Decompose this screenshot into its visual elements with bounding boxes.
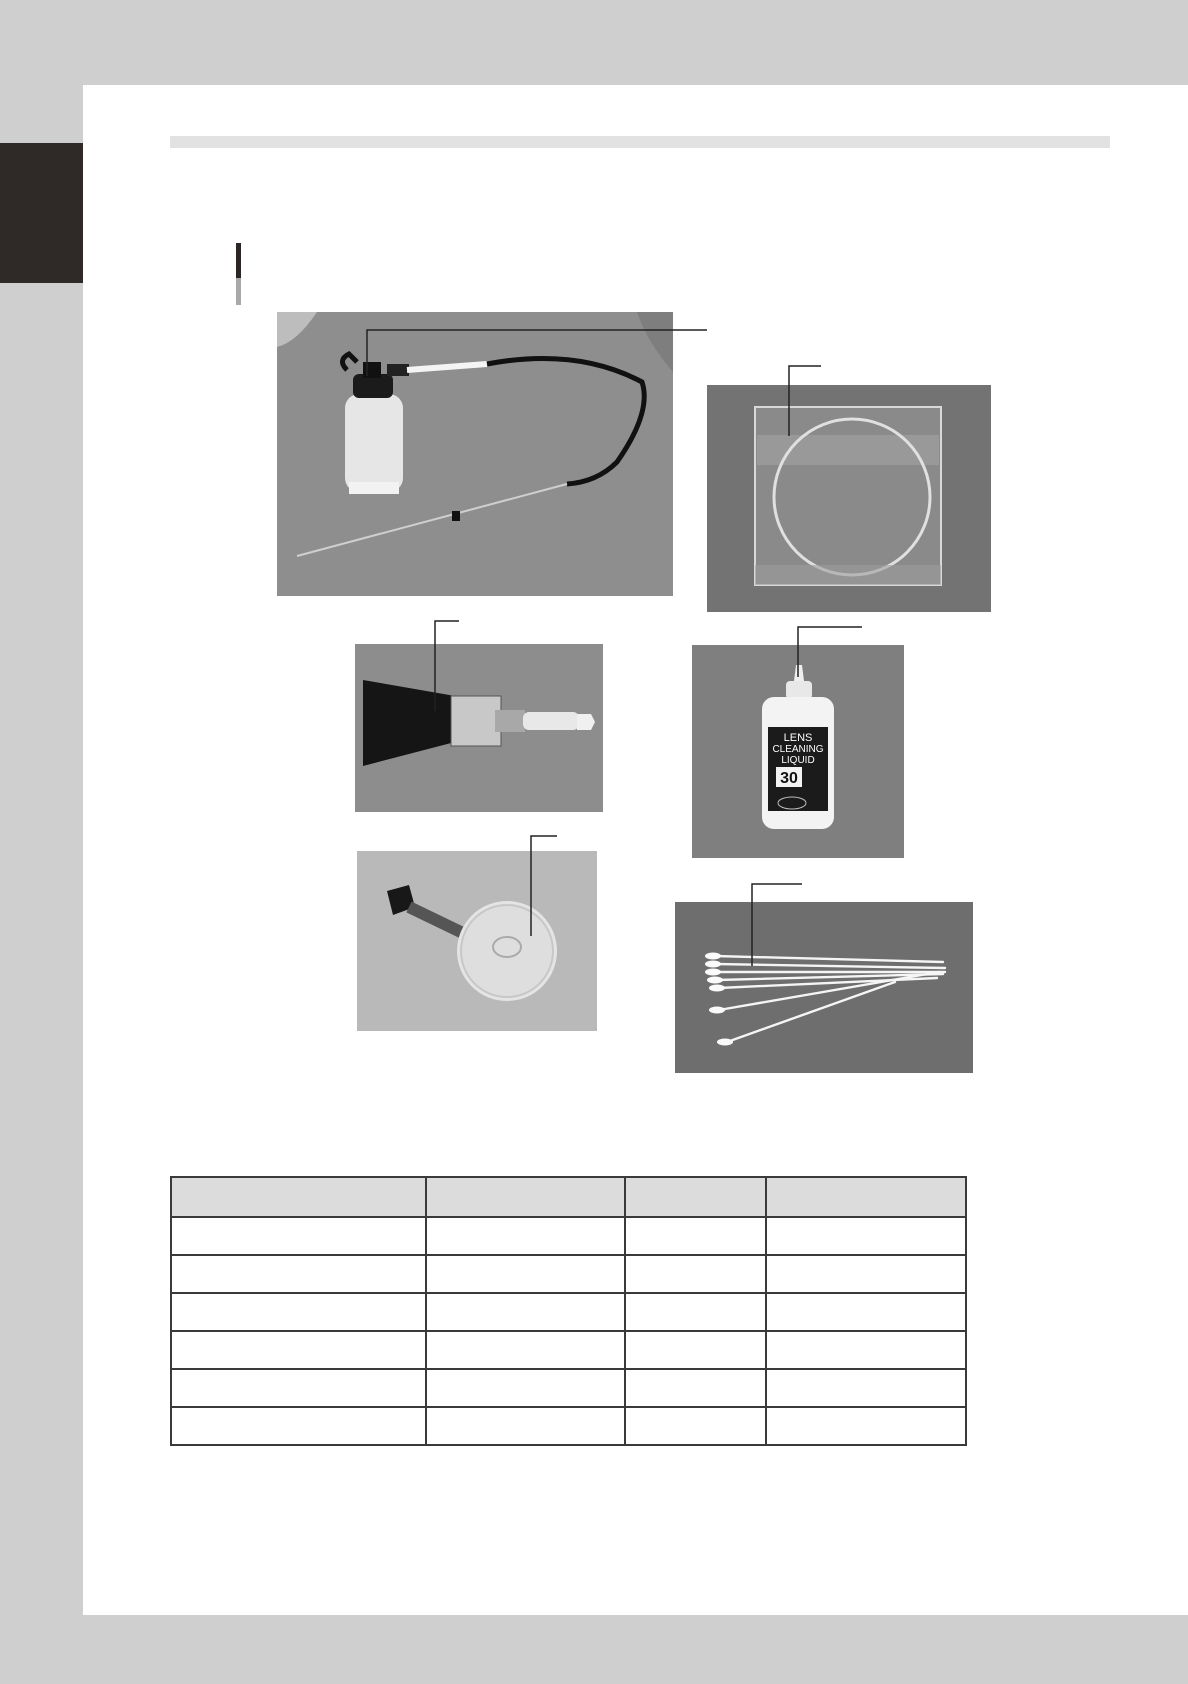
- table-header-row: [171, 1177, 966, 1217]
- table-cell: [426, 1255, 625, 1293]
- lens-cleaning-liquid-photo: [692, 645, 904, 858]
- table-cell: [625, 1407, 766, 1445]
- table-cell: [766, 1217, 966, 1255]
- table-cell: [426, 1369, 625, 1407]
- table-header-cell: [766, 1177, 966, 1217]
- table-cell: [766, 1255, 966, 1293]
- table-row: [171, 1255, 966, 1293]
- table-cell: [426, 1217, 625, 1255]
- chapter-tab: [0, 143, 83, 283]
- table-cell: [171, 1255, 426, 1293]
- table-cell: [171, 1331, 426, 1369]
- table-header-cell: [426, 1177, 625, 1217]
- section-marker: [236, 243, 241, 305]
- bottle-label-line-2: CLEANING: [772, 744, 824, 755]
- table-header-cell: [625, 1177, 766, 1217]
- table-cell: [625, 1293, 766, 1331]
- table-row: [171, 1407, 966, 1445]
- table-cell: [766, 1369, 966, 1407]
- table-row: [171, 1331, 966, 1369]
- table-row: [171, 1217, 966, 1255]
- table-cell: [625, 1369, 766, 1407]
- table-cell: [171, 1217, 426, 1255]
- bottle-label-volume: 30: [780, 770, 798, 787]
- table-cell: [766, 1407, 966, 1445]
- table-cell: [625, 1255, 766, 1293]
- table-row: [171, 1293, 966, 1331]
- table-cell: [426, 1293, 625, 1331]
- table-header-cell: [171, 1177, 426, 1217]
- bottle-label-line-3: LIQUID: [781, 755, 815, 766]
- cleaning-paper-photo: [707, 385, 991, 612]
- table-cell: [171, 1369, 426, 1407]
- table-row: [171, 1369, 966, 1407]
- header-rule: [170, 136, 1110, 148]
- tools-table: [170, 1176, 967, 1446]
- blower-brush-photo: [357, 851, 597, 1031]
- flat-brush-photo: [355, 644, 603, 812]
- table-cell: [625, 1217, 766, 1255]
- cotton-swabs-photo: [675, 902, 973, 1073]
- table-cell: [171, 1293, 426, 1331]
- table-cell: [426, 1331, 625, 1369]
- table-cell: [766, 1293, 966, 1331]
- oil-pump-photo: [277, 312, 673, 596]
- table-cell: [171, 1407, 426, 1445]
- table-cell: [625, 1331, 766, 1369]
- bottle-label-line-1: LENS: [783, 732, 813, 744]
- table-cell: [766, 1331, 966, 1369]
- table-cell: [426, 1407, 625, 1445]
